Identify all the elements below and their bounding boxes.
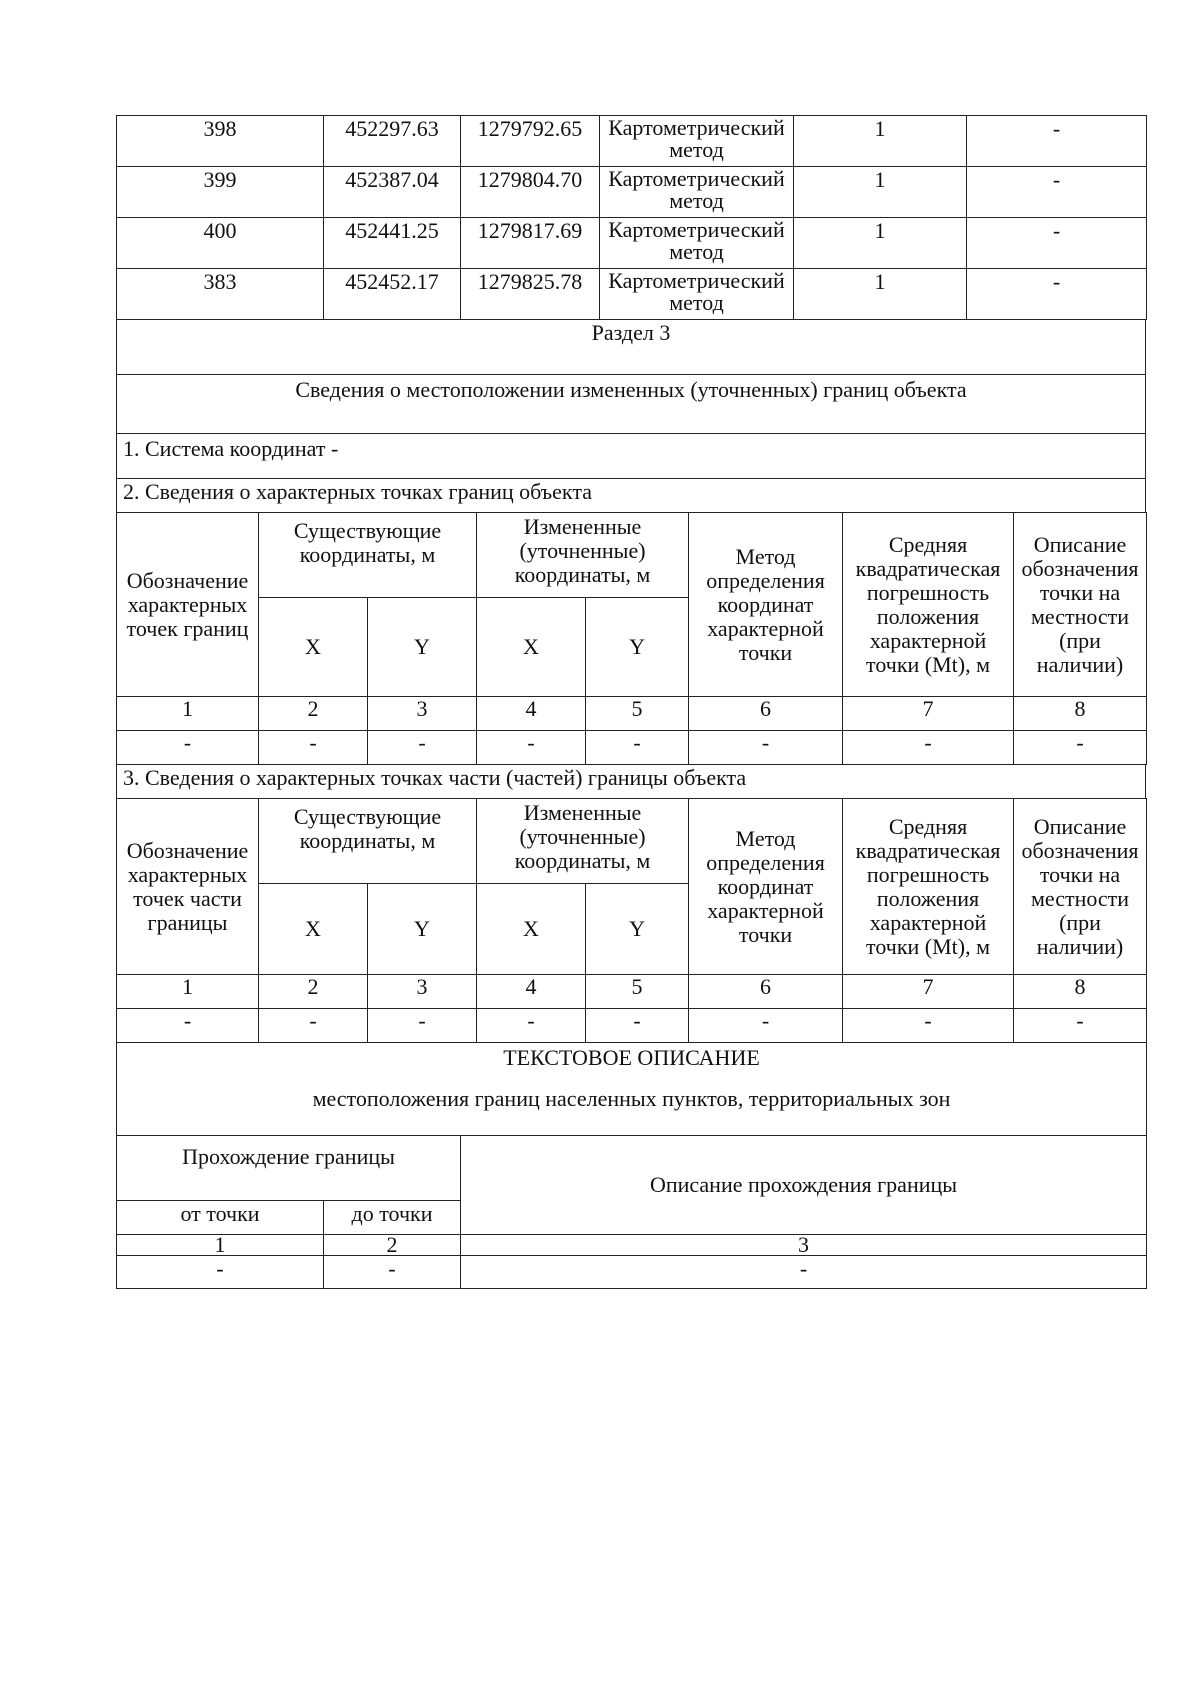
existing-coords-header: Существующие координаты, м [259, 799, 477, 884]
column-numbers-row [117, 697, 1147, 731]
column-numbers-row [117, 975, 1147, 1009]
method-header: Метод определения координат характерной точки [689, 799, 843, 975]
x-header: X [477, 598, 586, 697]
point-mt: 1 [794, 167, 967, 218]
point-x: 452297.63 [324, 116, 461, 167]
empty-cell: - [324, 1256, 461, 1289]
part-points-table [116, 798, 1147, 1043]
point-desc: - [967, 116, 1147, 167]
points-table [116, 115, 1147, 320]
point-number: 398 [117, 116, 324, 167]
empty-cell: - [843, 731, 1014, 765]
empty-cell: - [586, 731, 689, 765]
column-number: 6 [689, 975, 843, 1009]
error-header: Средняя квадратическая погрешность положения характерной точки (Mt), м [843, 513, 1014, 697]
y-header: Y [586, 884, 689, 975]
point-x: 452452.17 [324, 269, 461, 320]
empty-cell: - [461, 1256, 1147, 1289]
point-method: Картометрический метод [600, 269, 794, 320]
column-number: 4 [477, 697, 586, 731]
section-title: Раздел 3 [117, 320, 1146, 375]
column-number: 1 [117, 975, 259, 1009]
x-header: X [259, 598, 368, 697]
empty-cell: - [259, 1009, 368, 1043]
point-x: 452387.04 [324, 167, 461, 218]
to-point-header: до точки [324, 1201, 461, 1235]
table-row [117, 269, 1147, 320]
empty-cell: - [368, 1009, 477, 1043]
description-header: Описание обозначения точки на местности (при наличии) [1014, 513, 1147, 697]
empty-cell: - [1014, 1009, 1147, 1043]
empty-cell: - [1014, 731, 1147, 765]
column-number: 6 [689, 697, 843, 731]
empty-cell: - [586, 1009, 689, 1043]
empty-cell: - [117, 1256, 324, 1289]
empty-cell: - [117, 731, 259, 765]
parts-heading: 3. Сведения о характерных точках части (частей) границы объекта [117, 765, 1146, 799]
section-subtitle: Сведения о местоположении измененных (уточненных) границ объекта [117, 375, 1146, 434]
column-number: 2 [324, 1235, 461, 1256]
point-number: 383 [117, 269, 324, 320]
point-y: 1279804.70 [461, 167, 600, 218]
changed-coords-header: Измененные (уточненные) координаты, м [477, 513, 689, 598]
point-method: Картометрический метод [600, 167, 794, 218]
description-header: Описание обозначения точки на местности (при наличии) [1014, 799, 1147, 975]
point-y: 1279817.69 [461, 218, 600, 269]
y-header: Y [368, 598, 477, 697]
table-row [117, 1009, 1147, 1043]
column-number: 8 [1014, 975, 1147, 1009]
point-y: 1279792.65 [461, 116, 600, 167]
from-point-header: от точки [117, 1201, 324, 1235]
points-heading: 2. Сведения о характерных точках границ объекта [117, 479, 1146, 513]
column-number: 3 [368, 975, 477, 1009]
point-number: 400 [117, 218, 324, 269]
column-number: 2 [259, 975, 368, 1009]
empty-cell: - [689, 1009, 843, 1043]
passage-description-header: Описание прохождения границы [461, 1136, 1147, 1235]
point-mt: 1 [794, 116, 967, 167]
point-number: 399 [117, 167, 324, 218]
document-sheet [116, 115, 1146, 1289]
table-row [117, 116, 1147, 167]
column-number: 4 [477, 975, 586, 1009]
column-number: 3 [461, 1235, 1147, 1256]
point-y: 1279825.78 [461, 269, 600, 320]
column-number: 7 [843, 697, 1014, 731]
empty-cell: - [259, 731, 368, 765]
coord-system: 1. Система координат - [117, 434, 1146, 479]
point-desc: - [967, 269, 1147, 320]
x-header: X [477, 884, 586, 975]
x-header: X [259, 884, 368, 975]
column-numbers-row [117, 1235, 1147, 1256]
empty-cell: - [843, 1009, 1014, 1043]
text-description-title: ТЕКСТОВОЕ ОПИСАНИЕ [503, 1045, 760, 1070]
existing-coords-header: Существующие координаты, м [259, 513, 477, 598]
empty-cell: - [117, 1009, 259, 1043]
table-row [117, 1256, 1147, 1289]
text-description-table [116, 1042, 1147, 1289]
point-method: Картометрический метод [600, 218, 794, 269]
designation-header: Обозначение характерных точек части границы [117, 799, 259, 975]
empty-cell: - [477, 731, 586, 765]
column-number: 5 [586, 975, 689, 1009]
column-number: 2 [259, 697, 368, 731]
section3-headings [116, 319, 1146, 513]
point-mt: 1 [794, 218, 967, 269]
table-row [117, 218, 1147, 269]
column-number: 5 [586, 697, 689, 731]
table-row [117, 167, 1147, 218]
passage-header: Прохождение границы [117, 1136, 461, 1201]
column-number: 8 [1014, 697, 1147, 731]
changed-coords-header: Измененные (уточненные) координаты, м [477, 799, 689, 884]
point-method: Картометрический метод [600, 116, 794, 167]
empty-cell: - [368, 731, 477, 765]
column-number: 1 [117, 1235, 324, 1256]
point-x: 452441.25 [324, 218, 461, 269]
text-description-subtitle: местоположения границ населенных пунктов, территориальных зон [312, 1086, 951, 1111]
method-header: Метод определения координат характерной точки [689, 513, 843, 697]
y-header: Y [368, 884, 477, 975]
table-row [117, 731, 1147, 765]
characteristic-points-table [116, 512, 1147, 765]
text-description-block [117, 1043, 1147, 1136]
point-desc: - [967, 218, 1147, 269]
point-desc: - [967, 167, 1147, 218]
error-header: Средняя квадратическая погрешность положения характерной точки (Mt), м [843, 799, 1014, 975]
point-mt: 1 [794, 269, 967, 320]
parts-heading-table [116, 764, 1146, 799]
column-number: 1 [117, 697, 259, 731]
empty-cell: - [689, 731, 843, 765]
empty-cell: - [477, 1009, 586, 1043]
designation-header: Обозначение характерных точек границ [117, 513, 259, 697]
column-number: 7 [843, 975, 1014, 1009]
column-number: 3 [368, 697, 477, 731]
y-header: Y [586, 598, 689, 697]
